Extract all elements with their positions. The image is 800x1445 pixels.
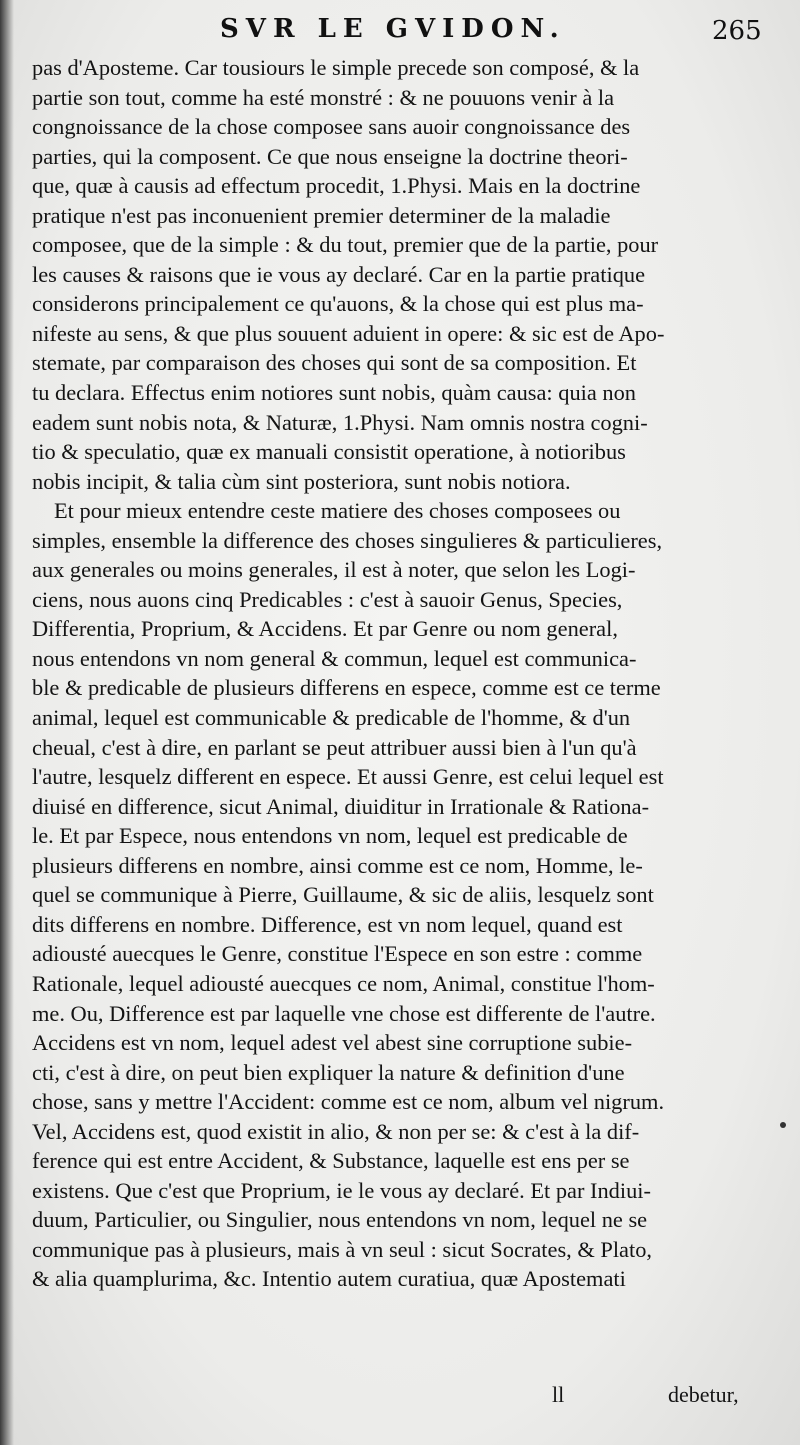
text-line: nobis incipit, & talia cùm sint posteriora, sunt nobis notiora. [32,468,571,494]
text-line: tu declara. Effectus enim notiores sunt nobis, quàm causa: quia non [32,380,636,406]
text-line: parties, qui la composent. Ce que nous enseigne la doctrine theori- [32,143,628,169]
text-line: eadem sunt nobis nota, & Naturæ, 1.Physi. Nam omnis nostra cogni- [32,409,648,435]
text-line: Vel, Accidens est, quod existit in alio, & non per se: & c'est à la dif- [32,1118,640,1144]
text-line: cheual, c'est à dire, en parlant se peut attribuer aussi bien à l'un qu'à [32,734,637,760]
text-line: plusieurs differens en nombre, ainsi comme est ce nom, Homme, le- [32,852,643,878]
binding-shadow [0,0,14,1445]
text-line: animal, lequel est communicable & predicable de l'homme, & d'un [32,705,631,731]
text-line: Differentia, Proprium, & Accidens. Et par Genre ou nom general, [32,616,618,642]
text-line: diuisé en difference, sicut Animal, diuiditur in Irrationale & Rationa- [32,793,650,819]
text-line: aux generales ou moins generales, il est à noter, que selon les Logi- [32,557,636,583]
text-line: ciens, nous auons cinq Predicables : c'est à sauoir Genus, Species, [32,586,623,612]
text-line: & alia quamplurima, &c. Intentio autem curatiua, quæ Apostemati [32,1266,626,1292]
text-line: tio & speculatio, quæ ex manuali consistit operatione, à notioribus [32,439,626,465]
text-line: pratique n'est pas inconuenient premier determiner de la maladie [32,202,611,228]
text-line: nous entendons vn nom general & commun, lequel est communica- [32,645,637,671]
text-line: ference qui est entre Accident, & Substance, laquelle est ens per se [32,1148,630,1174]
paragraph-start-line: Et pour mieux entendre ceste matiere des choses composees ou [54,498,621,524]
text-line: simples, ensemble la difference des choses singulieres & particulieres, [32,527,663,553]
text-line: congnoissance de la chose composee sans auoir congnoissance des [32,114,631,140]
text-line: nifeste au sens, & que plus souuent aduient in opere: & sic est de Apo- [32,320,665,346]
text-line: me. Ou, Difference est par laquelle vne chose est differente de l'autre. [32,1000,656,1026]
page-number: 265 [712,16,762,46]
running-title: SVR LE GVIDON. [220,14,566,44]
page-footer [0,1382,800,1416]
text-line: quel se communique à Pierre, Guillaume, & sic de aliis, lesquelz sont [32,882,654,908]
text-line: Rationale, lequel adiousté auecques ce nom, Animal, constitue l'hom- [32,970,655,996]
text-line: stemate, par comparaison des choses qui sont de sa composition. Et [32,350,637,376]
text-line: communique pas à plusieurs, mais à vn seul : sicut Socrates, & Plato, [32,1236,652,1262]
body-text [32,53,780,1294]
text-line: composee, que de la simple : & du tout, premier que de la partie, pour [32,232,659,258]
running-head [0,14,800,54]
text-line: les causes & raisons que ie vous ay declaré. Car en la partie pratique [32,261,646,287]
text-line: considerons principalement ce qu'auons, & la chose qui est plus ma- [32,291,644,317]
ink-speck [780,1122,786,1128]
signature-mark: ll [552,1382,565,1407]
text-line: le. Et par Espece, nous entendons vn nom, lequel est predicable de [32,823,628,849]
text-line: l'autre, lesquelz different en espece. Et aussi Genre, est celui lequel est [32,764,664,790]
text-line: ble & predicable de plusieurs differens en espece, comme est ce terme [32,675,661,701]
text-line: adiousté auecques le Genre, constitue l'Espece en son estre : comme [32,941,643,967]
catchword: debetur, [668,1382,739,1407]
text-line: existens. Que c'est que Proprium, ie le vous ay declaré. Et par Indiui- [32,1177,651,1203]
text-line: dits differens en nombre. Difference, est vn nom lequel, quand est [32,911,623,937]
text-line: cti, c'est à dire, on peut bien expliquer la nature & definition d'une [32,1059,625,1085]
text-line: pas d'Aposteme. Car tousiours le simple precede son composé, & la [32,55,640,80]
text-line: que, quæ à causis ad effectum procedit, 1.Physi. Mais en la doctrine [32,173,641,199]
text-line: duum, Particulier, ou Singulier, nous entendons vn nom, lequel ne se [32,1207,648,1233]
text-line: partie son tout, comme ha esté monstré : & ne pouuons venir à la [32,84,615,110]
text-line: chose, sans y mettre l'Accident: comme est ce nom, album vel nigrum. [32,1089,665,1115]
text-line: Accidens est vn nom, lequel adest vel abest sine corruptione subie- [32,1030,633,1056]
